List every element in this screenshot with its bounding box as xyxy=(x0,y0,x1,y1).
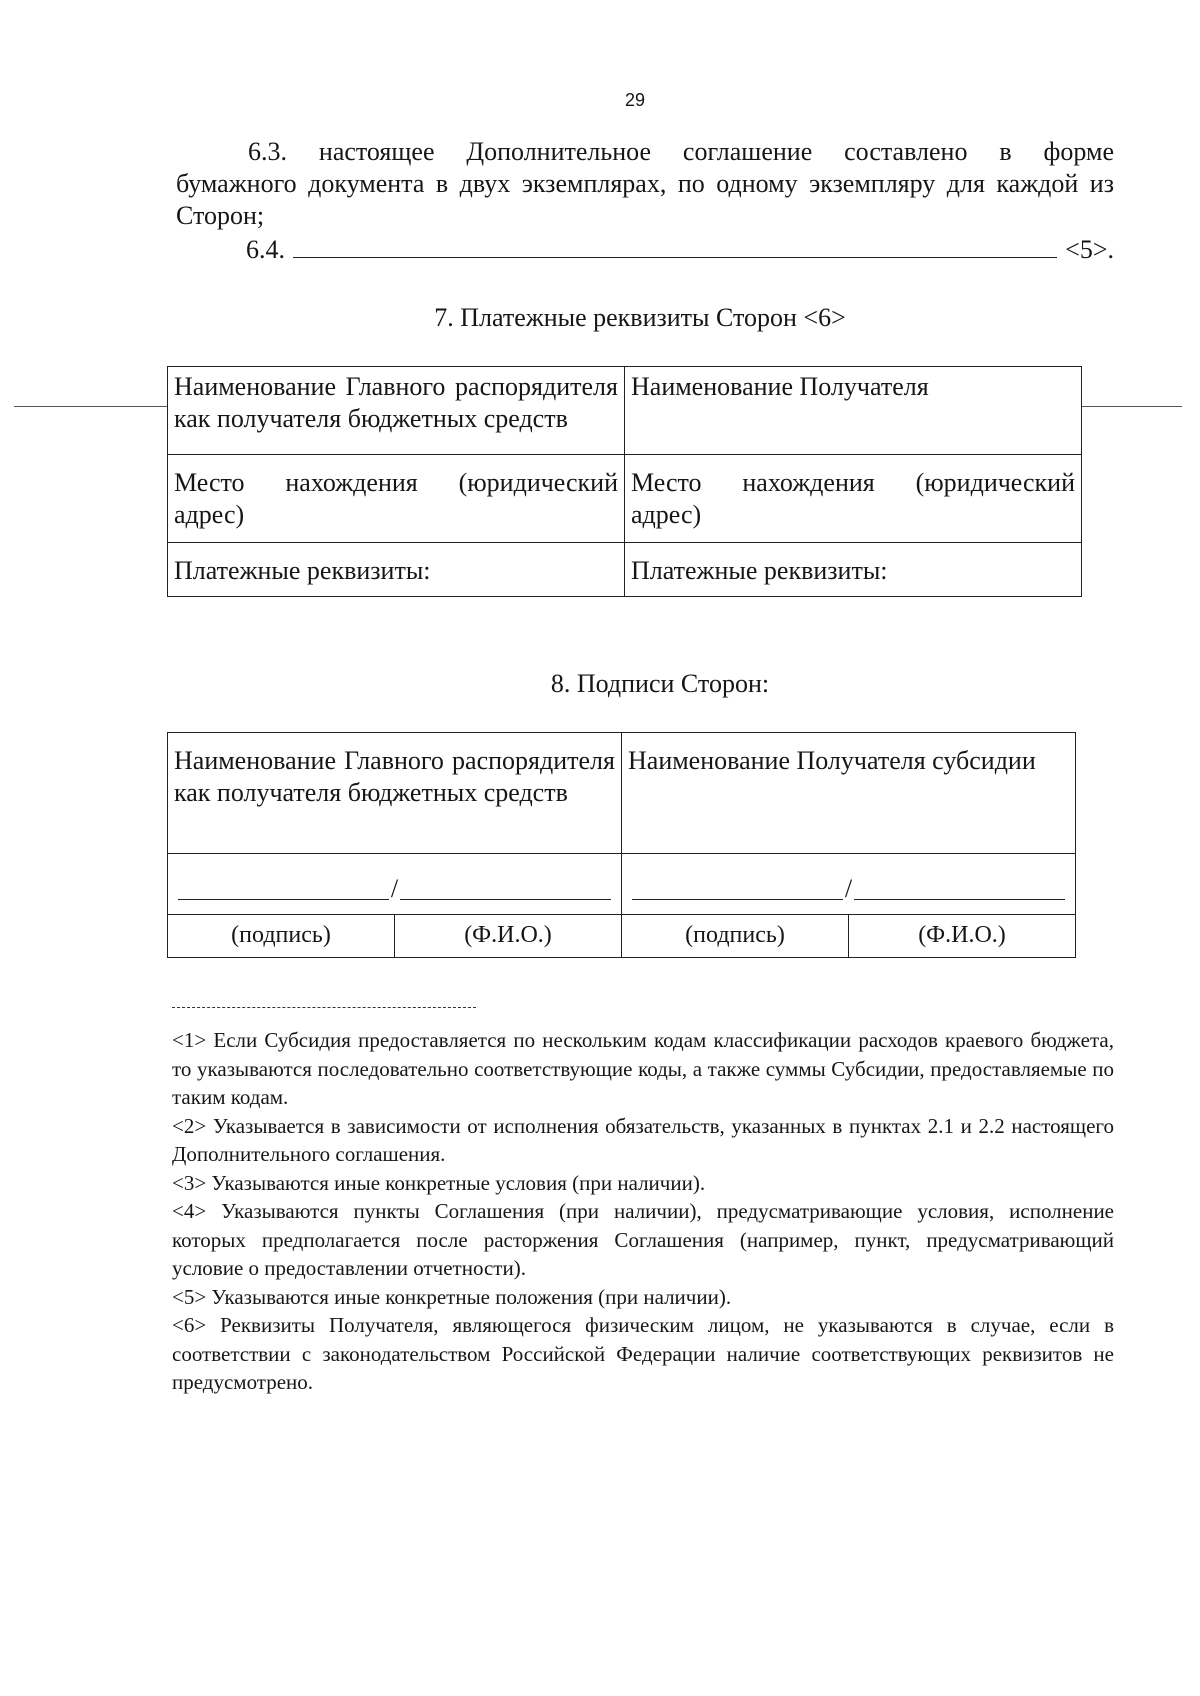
paragraph-6-3-first-line: 6.3. настоящее Дополнительное соглашение составлено в форме xyxy=(248,137,1114,166)
cell-text: Место нахождения (юридический адрес) xyxy=(631,468,1075,529)
signatures-table xyxy=(167,732,1076,958)
name-blank xyxy=(854,881,1065,900)
cell-text: Платежные реквизиты: xyxy=(174,556,431,585)
table-cell-recipient-payment xyxy=(625,543,1082,597)
paragraph-6-4-number: 6.4. xyxy=(246,235,285,264)
footnote-separator xyxy=(172,1007,476,1008)
caption-name-recipient: (Ф.И.О.) xyxy=(849,915,1076,958)
payment-details-table xyxy=(167,366,1082,597)
caption-signature-grbs: (подпись) xyxy=(168,915,395,958)
cell-text: Наименование Главного распорядителя как получателя бюджетных средств xyxy=(174,372,618,433)
name-blank xyxy=(400,881,611,900)
footnotes xyxy=(172,1026,1114,1397)
signature-line xyxy=(178,874,611,903)
cell-text: Наименование Главного распорядителя как получателя бюджетных средств xyxy=(174,746,615,807)
table-cell-grbs-signatory xyxy=(168,733,622,854)
footnote-4: <4> Указываются пункты Соглашения (при наличии), предусматривающие условия, исполнение которых предполагается после расторжения Соглашения (например, пункт, предусматривающий условие о предоставлении отчетности). xyxy=(172,1199,1114,1280)
table-row xyxy=(168,733,1076,854)
footnote-5: <5> Указываются иные конкретные положения (при наличии). xyxy=(172,1284,732,1309)
footnote-6: <6> Реквизиты Получателя, являющегося физическим лицом, не указываются в случае, если в соответствии с законодательством Российской Федерации наличие соответствующих реквизитов не предусмотрено. xyxy=(172,1313,1114,1394)
paragraph-6-4 xyxy=(246,234,1114,266)
scan-artifact-line-right xyxy=(1082,406,1182,407)
table-cell-recipient-name xyxy=(625,367,1082,455)
cell-text: Платежные реквизиты: xyxy=(631,556,888,585)
cell-text: Место нахождения (юридический адрес) xyxy=(174,468,618,529)
table-cell-grbs-name xyxy=(168,367,625,455)
cell-text: Наименование Получателя xyxy=(631,372,929,401)
section-7-title: 7. Платежные реквизиты Сторон <6> xyxy=(434,303,846,332)
signature-slash: / xyxy=(390,874,399,903)
caption-signature-recipient: (подпись) xyxy=(622,915,849,958)
paragraph-6-4-reference: <5>. xyxy=(1065,235,1114,264)
paragraph-6-3 xyxy=(176,136,1114,232)
table-cell-recipient-signatory xyxy=(622,733,1076,854)
paragraph-6-4-blank-line xyxy=(293,235,1057,258)
table-row xyxy=(168,854,1076,915)
footnote-3: <3> Указываются иные конкретные условия (при наличии). xyxy=(172,1170,706,1195)
section-8-title: 8. Подписи Сторон: xyxy=(550,669,770,698)
signature-slash: / xyxy=(844,874,853,903)
table-row xyxy=(168,543,1082,597)
page-number: 29 xyxy=(624,90,646,110)
paragraph-6-3-continuation: бумажного документа в двух экземплярах, по одному экземпляру для каждой из Сторон; xyxy=(176,169,1114,230)
footnote-1: <1> Если Субсидия предоставляется по нескольким кодам классификации расходов краевого бюджета, то указываются последовательно соответствующие коды, а также суммы Субсидии, предоставляемые по таким кодам. xyxy=(172,1028,1114,1109)
table-row xyxy=(168,915,1076,958)
table-cell-grbs-payment xyxy=(168,543,625,597)
signature-blank xyxy=(178,881,389,900)
table-row xyxy=(168,455,1082,543)
footnote-2: <2> Указывается в зависимости от исполнения обязательств, указанных в пунктах 2.1 и 2.2 настоящего Дополнительного соглашения. xyxy=(172,1113,1114,1166)
table-cell-recipient-address xyxy=(625,455,1082,543)
table-row xyxy=(168,367,1082,455)
cell-text: Наименование Получателя субсидии xyxy=(628,746,1036,775)
signature-line-recipient xyxy=(622,854,1076,915)
table-cell-grbs-address xyxy=(168,455,625,543)
signature-line-grbs xyxy=(168,854,622,915)
signature-line xyxy=(632,874,1065,903)
scan-artifact-line-left xyxy=(14,406,167,407)
signature-blank xyxy=(632,881,843,900)
caption-name-grbs: (Ф.И.О.) xyxy=(395,915,622,958)
